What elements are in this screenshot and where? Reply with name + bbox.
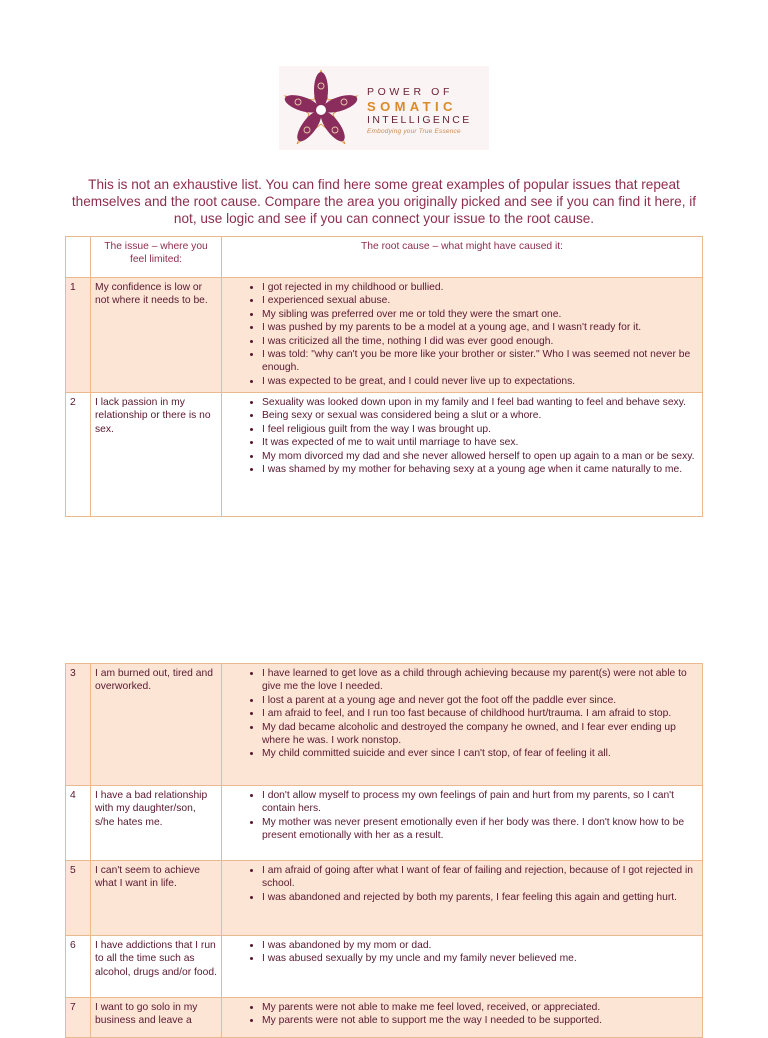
cause-item: • Sexuality was looked down upon in my family and I feel bad wanting to feel and behave sexy. — [262, 396, 698, 409]
cause-list — [226, 281, 698, 388]
header-num-cell — [66, 237, 91, 278]
cause-item: • I was shamed by my mother for behaving sexy at a young age when it came naturally to me. — [262, 463, 698, 476]
cause-list — [226, 667, 698, 761]
row-number: 6 — [66, 936, 91, 998]
issue-cell: I can't seem to achieve what I want in life. — [91, 861, 222, 936]
cause-item: • My sibling was preferred over me or told they were the smart one. — [262, 308, 698, 321]
table-row — [66, 998, 703, 1038]
cause-cell — [222, 393, 703, 517]
logo — [279, 66, 489, 150]
cause-item: • My child committed suicide and ever since I can't stop, of fear of feeling it all. — [262, 747, 698, 760]
logo-line-somatic: SOMATIC — [367, 99, 457, 114]
cause-item: • I am afraid of going after what I want of fear of failing and rejection, because of I got rejected in school. — [262, 864, 698, 891]
table-row — [66, 278, 703, 393]
logo-line-power-of: POWER OF — [367, 86, 453, 98]
cause-list — [226, 939, 698, 966]
cause-list — [226, 789, 698, 843]
issue-cell: I have a bad relationship with my daughter/son, s/he hates me. — [91, 786, 222, 861]
table-row — [66, 393, 703, 517]
root-cause-table-part-2 — [65, 663, 703, 1038]
cause-cell — [222, 998, 703, 1038]
row-number: 1 — [66, 278, 91, 393]
cause-item: • I was pushed by my parents to be a model at a young age, and I wasn't ready for it. — [262, 321, 698, 334]
cause-item: • I was told: "why can't you be more like your brother or sister." Who I was seemed not never be enough. — [262, 348, 698, 375]
cause-item: • I was abandoned by my mom or dad. — [262, 939, 698, 952]
header-issue-cell: The issue – where you feel limited: — [91, 237, 222, 278]
cause-item: • My parents were not able to support me the way I needed to be supported. — [262, 1014, 698, 1027]
cause-cell — [222, 664, 703, 786]
cause-item: • I am afraid to feel, and I run too fast because of childhood hurt/trauma. I am afraid to stop. — [262, 707, 698, 720]
cause-item: • I lost a parent at a young age and never got the foot off the paddle ever since. — [262, 694, 698, 707]
row-number: 7 — [66, 998, 91, 1038]
cause-item: • My dad became alcoholic and destroyed the company he owned, and I fear ever ending up where he was. I work nonstop. — [262, 721, 698, 748]
issue-cell: I am burned out, tired and overworked. — [91, 664, 222, 786]
cause-item: • Being sexy or sexual was considered being a slut or a whore. — [262, 409, 698, 422]
cause-cell — [222, 936, 703, 998]
row-number: 4 — [66, 786, 91, 861]
cause-item: • My mother was never present emotionally even if her body was there. I don't know how to be present emotionally with her as a result. — [262, 816, 698, 843]
logo-tagline: Embodying your True Essence — [367, 128, 461, 135]
cause-list — [226, 864, 698, 904]
table-row — [66, 664, 703, 786]
intro-paragraph: This is not an exhaustive list. You can find here some great examples of popular issues that repeat themselves and the root cause. Compare the area you originally picked and see if you can find it here, if not, use logic and see if you can connect your issue to the root cause. — [71, 177, 697, 226]
row-number: 2 — [66, 393, 91, 517]
cause-cell — [222, 786, 703, 861]
cause-list — [226, 396, 698, 476]
logo-line-intelligence: INTELLIGENCE — [367, 114, 472, 126]
table-header-row — [66, 237, 703, 278]
cause-item: • I was criticized all the time, nothing I did was ever good enough. — [262, 335, 698, 348]
root-cause-table-part-1 — [65, 236, 703, 517]
cause-item: • I got rejected in my childhood or bullied. — [262, 281, 698, 294]
issue-cell: My confidence is low or not where it needs to be. — [91, 278, 222, 393]
table-row — [66, 936, 703, 998]
row-number: 5 — [66, 861, 91, 936]
row-number: 3 — [66, 664, 91, 786]
cause-item: • I experienced sexual abuse. — [262, 294, 698, 307]
cause-item: • I feel religious guilt from the way I was brought up. — [262, 423, 698, 436]
lotus-star-icon — [279, 66, 363, 150]
issue-cell: I want to go solo in my business and leave a — [91, 998, 222, 1038]
issue-cell: I lack passion in my relationship or there is no sex. — [91, 393, 222, 517]
cause-item: • It was expected of me to wait until marriage to have sex. — [262, 436, 698, 449]
cause-item: • I was abandoned and rejected by both my parents, I fear feeling this again and getting hurt. — [262, 891, 698, 904]
cause-item: • I was expected to be great, and I could never live up to expectations. — [262, 375, 698, 388]
header-cause-cell: The root cause – what might have caused it: — [222, 237, 703, 278]
table-row — [66, 786, 703, 861]
cause-item: • My mom divorced my dad and she never allowed herself to open up again to a man or be sexy. — [262, 450, 698, 463]
table-row — [66, 861, 703, 936]
cause-cell — [222, 861, 703, 936]
issue-cell: I have addictions that I run to all the time such as alcohol, drugs and/or food. — [91, 936, 222, 998]
cause-item: • I have learned to get love as a child through achieving because my parent(s) were not able to give me the love I needed. — [262, 667, 698, 694]
cause-item: • My parents were not able to make me feel loved, received, or appreciated. — [262, 1001, 698, 1014]
cause-cell — [222, 278, 703, 393]
cause-item: • I don't allow myself to process my own feelings of pain and hurt from my parents, so I can't contain hers. — [262, 789, 698, 816]
cause-item: • I was abused sexually by my uncle and my family never believed me. — [262, 952, 698, 965]
